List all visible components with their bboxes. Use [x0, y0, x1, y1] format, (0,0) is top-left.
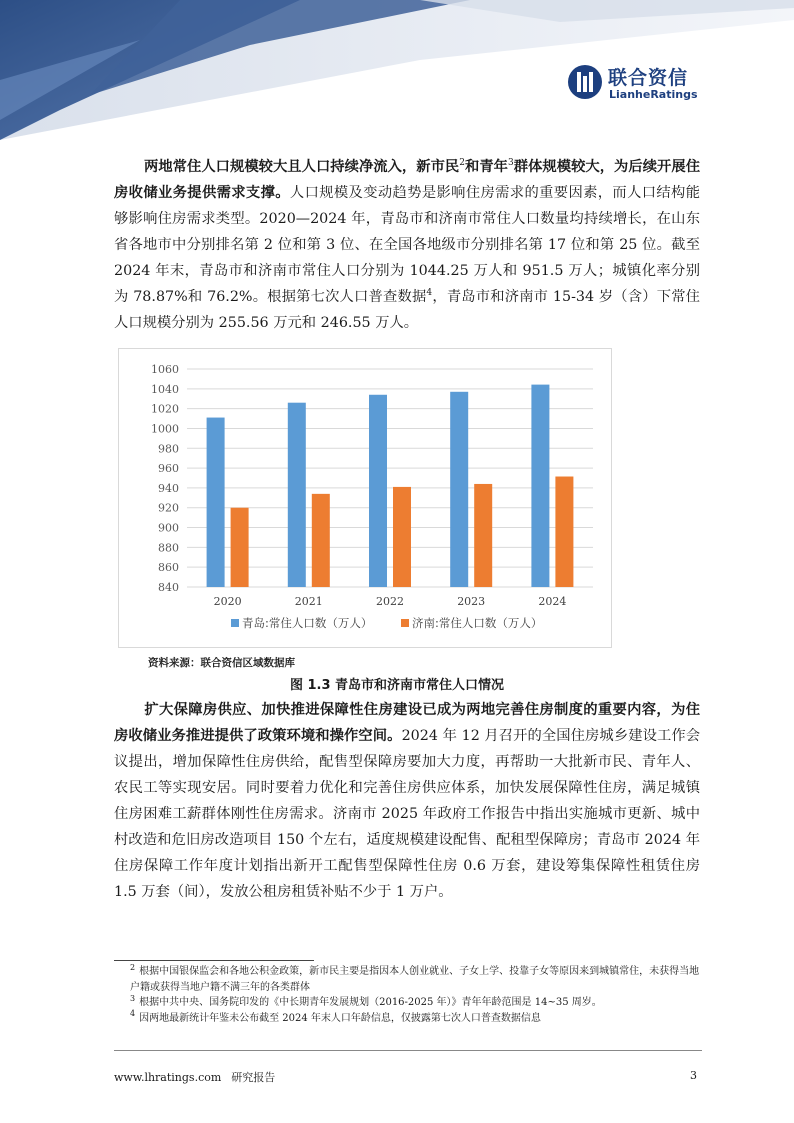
- y-tick-label: 1000: [151, 422, 179, 436]
- para1-bold-c: 群体规模较大，为后续开展住房收储业务提供需求支撑。: [114, 159, 700, 201]
- bar-jinan: [555, 477, 573, 587]
- bar-qingdao: [288, 403, 306, 587]
- footnote-text: 根据中国银保监会和各地公积金政策，新市民主要是指因本人创业就业、子女上学、投靠子女等原因来到城镇常住，未获得当地户籍或获得当地户籍不满三年的各类群体: [130, 966, 700, 993]
- y-tick-label: 840: [158, 581, 179, 594]
- brand-logo-icon: [566, 63, 604, 101]
- footnote-number: 4: [130, 1009, 136, 1019]
- para1-text-a: 人口规模及变动趋势是影响住房需求的重要因素，而人口结构能够影响住房需求类型。2020—2024 年，青岛市和济南市常住人口数量均持续增长，在山东省各地市中分别排名第 2 位和第 3 位、在全国各地级市分别排名第 17 位和第 25 位。截至 2024 年末，青岛市和济南市常住人口分别为 1044.25 万人和 951.5 万人；城镇化率分别为 78.87%和 76.2%。根据第七次人口普查数据: [114, 185, 701, 305]
- footnote-divider: [114, 960, 314, 961]
- footnote-text: 根据中共中央、国务院印发的《中长期青年发展规划（2016-2025 年）》青年年龄范围是 14~35 周岁。: [139, 997, 602, 1008]
- x-tick-label: 2023: [457, 595, 486, 608]
- legend-swatch-qingdao: [231, 619, 239, 627]
- population-chart: [118, 348, 612, 648]
- chart-source: 资料来源：联合资信区域数据库: [148, 657, 295, 669]
- bar-jinan: [393, 487, 411, 587]
- footnote-number: 2: [130, 962, 136, 972]
- population-bar-chart: [119, 349, 611, 647]
- x-tick-label: 2022: [376, 595, 404, 608]
- figure-caption: 图 1.3 青岛市和济南市常住人口情况: [289, 678, 505, 693]
- para2-bold: 扩大保障房供应、加快推进保障性住房建设已成为两地完善住房制度的重要内容，为住房收储业务推进提供了政策环境和操作空间。: [114, 702, 700, 744]
- y-tick-label: 860: [158, 561, 179, 575]
- footnotes: [130, 964, 700, 1026]
- y-tick-label: 1060: [151, 363, 179, 376]
- brand-logo: [566, 61, 716, 105]
- bar-qingdao: [450, 392, 468, 587]
- footnote-ref-4: 4: [426, 288, 433, 299]
- footnote-3: [130, 995, 700, 1011]
- para1-bold-a: 两地常住人口规模较大且人口持续净流入，新市民: [144, 159, 460, 175]
- footnote-4: [130, 1011, 700, 1027]
- legend-label-jinan: 济南:常住人口数（万人）: [412, 616, 543, 630]
- legend-swatch-jinan: [401, 619, 409, 627]
- brand-name-cn: 联合资信: [608, 67, 689, 89]
- para2-text: 2024 年 12 月召开的全国住房城乡建设工作会议提出，增加保障性住房供给，配售型保障房要加大力度，再帮助一大批新市民、青年人、农民工等实现安居。同时要着力优化和完善住房供应体系，加快发展保障性住房，满足城镇住房困难工薪群体刚性住房需求。济南市 2025 年政府工作报告中指出实施城市更新、城中村改造和危旧房改造项目 150 个左右，适度规模建设配售、配租型保障房；青岛市 2024 年住房保障工作年度计划指出新开工配售型保障性住房 0.6 万套，建设筹集保障性租赁住房 1.5 万套（间），发放公租房租赁补贴不少于 1 万户。: [114, 728, 701, 900]
- y-tick-label: 920: [158, 501, 179, 515]
- bar-jinan: [312, 494, 330, 587]
- legend-label-qingdao: 青岛:常住人口数（万人）: [242, 616, 373, 630]
- paragraph-population: [114, 154, 700, 336]
- footer-label: 研究报告: [231, 1071, 276, 1084]
- footer-divider: [114, 1050, 702, 1051]
- y-tick-label: 980: [158, 442, 179, 456]
- x-tick-label: 2020: [213, 595, 242, 608]
- y-tick-label: 940: [158, 481, 179, 495]
- footer-url[interactable]: www.lhratings.com: [114, 1071, 222, 1084]
- x-tick-label: 2024: [538, 595, 567, 608]
- x-tick-label: 2021: [294, 595, 323, 608]
- page-number: 3: [690, 1069, 697, 1082]
- bar-jinan: [231, 508, 249, 587]
- brand-name-en: LianheRatings: [609, 88, 698, 101]
- footnote-number: 3: [130, 993, 136, 1003]
- bar-jinan: [474, 484, 492, 587]
- y-tick-label: 1020: [151, 402, 179, 416]
- para1-text-b: ，青岛市和济南市 15-34 岁（含）下常住人口规模分别为 255.56 万元和 246.55 万人。: [114, 289, 700, 331]
- footnote-2: [130, 964, 700, 995]
- footnote-ref-3: 3: [508, 158, 514, 169]
- footnote-ref-2: 2: [459, 158, 465, 169]
- para1-bold-b: 和青年: [464, 159, 508, 175]
- y-tick-label: 900: [158, 521, 179, 535]
- footnote-text: 因两地最新统计年鉴未公布截至 2024 年末人口年龄信息，仅披露第七次人口普查数据信息: [139, 1012, 541, 1024]
- bar-qingdao: [369, 395, 387, 587]
- y-tick-label: 960: [158, 462, 179, 476]
- page-footer: [114, 1069, 285, 1085]
- paragraph-policy: [114, 697, 700, 905]
- bar-qingdao: [207, 418, 225, 587]
- bar-qingdao: [531, 385, 549, 587]
- y-tick-label: 1040: [151, 382, 179, 396]
- y-tick-label: 880: [158, 541, 179, 555]
